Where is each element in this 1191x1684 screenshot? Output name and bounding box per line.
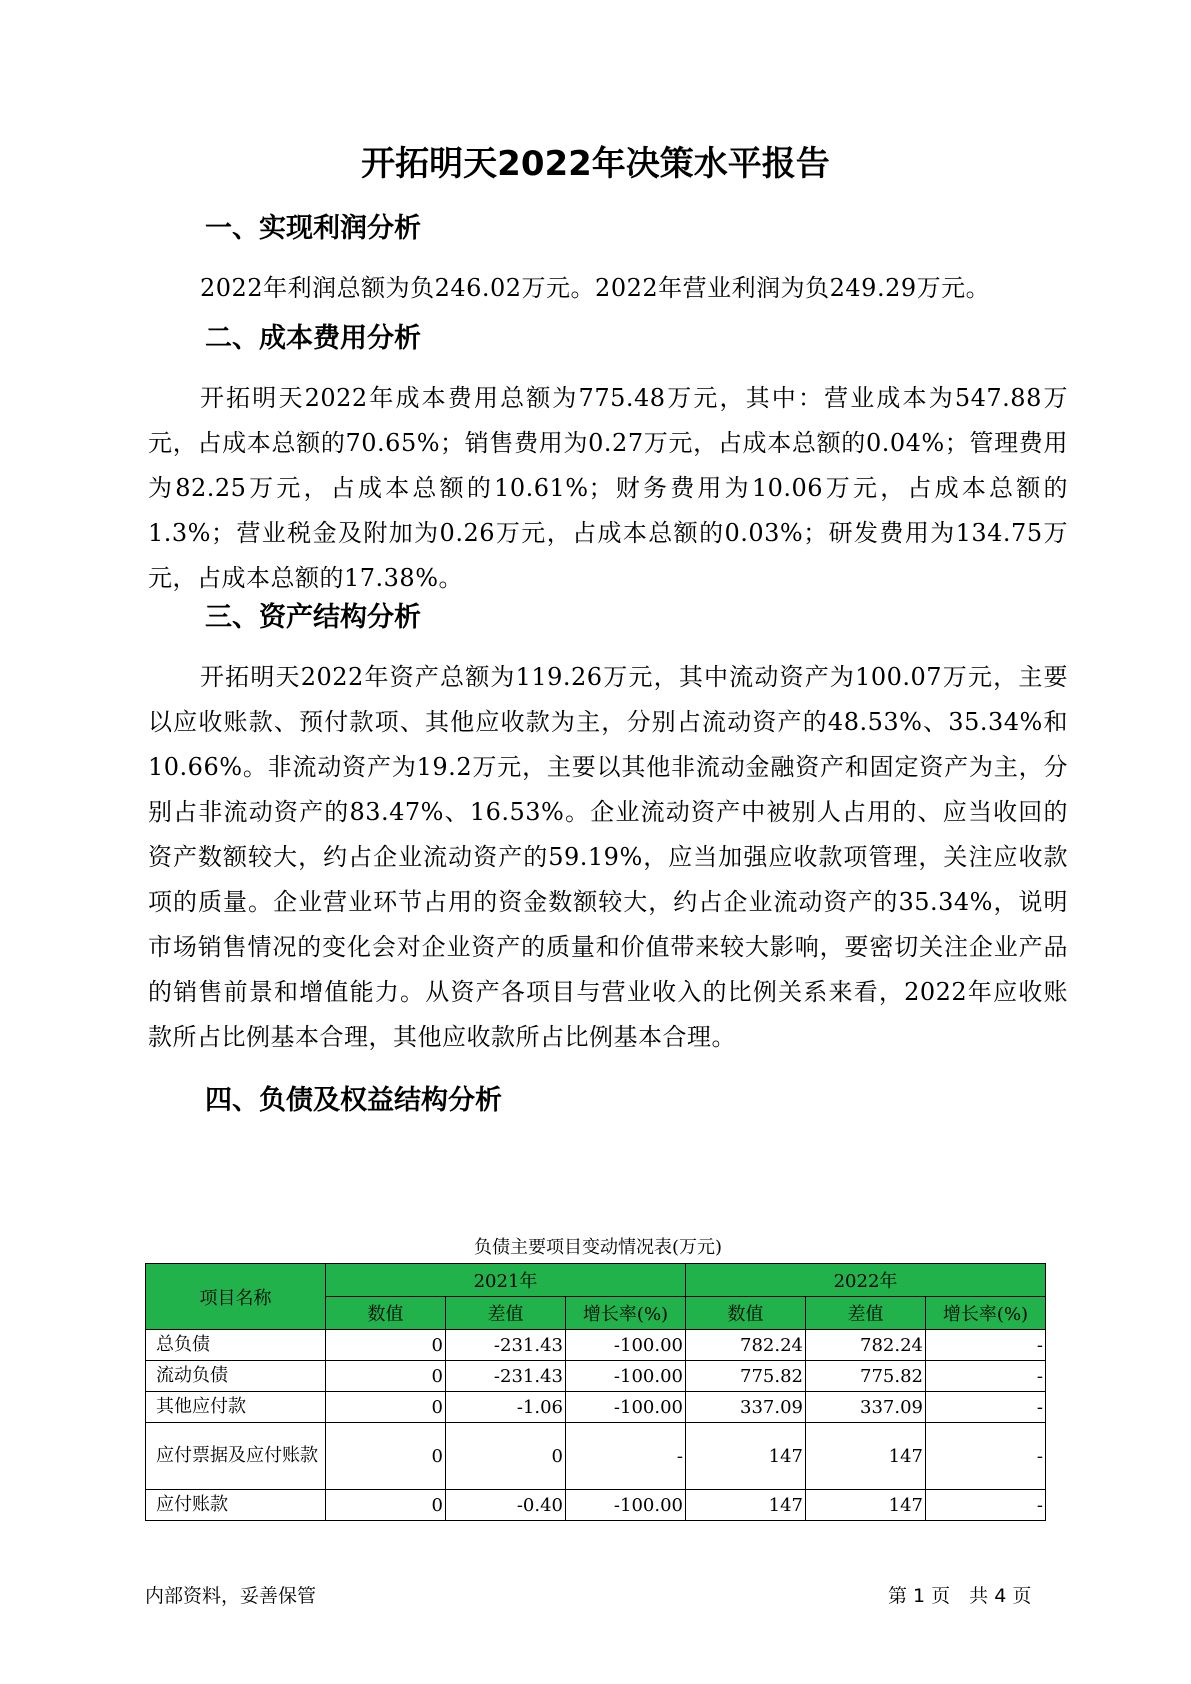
table-header-value: 数值 xyxy=(326,1297,446,1330)
table-header-diff: 差值 xyxy=(806,1297,926,1330)
cell-diff-2022: 782.24 xyxy=(806,1330,926,1361)
cell-growth-2021: -100.00 xyxy=(566,1361,686,1392)
cell-diff-2021: 0 xyxy=(446,1423,566,1490)
cell-growth-2022: - xyxy=(926,1330,1046,1361)
cell-growth-2021: -100.00 xyxy=(566,1392,686,1423)
cell-diff-2021: -231.43 xyxy=(446,1330,566,1361)
table-row xyxy=(146,1361,1046,1392)
cell-growth-2022: - xyxy=(926,1361,1046,1392)
cell-diff-2022: 337.09 xyxy=(806,1392,926,1423)
table-caption: 负债主要项目变动情况表(万元) xyxy=(473,1237,723,1258)
cell-value-2021: 0 xyxy=(326,1361,446,1392)
liabilities-table xyxy=(145,1263,1046,1521)
cell-diff-2021: -1.06 xyxy=(446,1392,566,1423)
cell-diff-2022: 147 xyxy=(806,1423,926,1490)
cell-value-2022: 782.24 xyxy=(686,1330,806,1361)
cell-diff-2021: -231.43 xyxy=(446,1361,566,1392)
footer-page-number: 第 1 页 共 4 页 xyxy=(888,1585,1032,1607)
table-row xyxy=(146,1330,1046,1361)
table-row xyxy=(146,1490,1046,1521)
document-title: 开拓明天2022年决策水平报告 xyxy=(361,144,830,184)
table-row xyxy=(146,1423,1046,1490)
table-header-growth: 增长率(%) xyxy=(926,1297,1046,1330)
cell-value-2021: 0 xyxy=(326,1490,446,1521)
row-label: 总负债 xyxy=(146,1330,326,1361)
section-heading-cost: 二、成本费用分析 xyxy=(205,323,421,354)
cell-growth-2021: -100.00 xyxy=(566,1330,686,1361)
section-paragraph-assets: 开拓明天2022年资产总额为119.26万元，其中流动资产为100.07万元，主要以应收账款、预付款项、其他应收款为主，分别占流动资产的48.53%、35.34%和10.66%。非流动资产为19.2万元，主要以其他非流动金融资产和固定资产为主，分别占非流动资产的83.47%、16.53%。企业流动资产中被别人占用的、应当收回的资产数额较大，约占企业流动资产的59.19%，应当加强应收款项管理，关注应收款项的质量。企业营业环节占用的资金数额较大，约占企业流动资产的35.34%，说明市场销售情况的变化会对企业资产的质量和价值带来较大影响，要密切关注企业产品的销售前景和增值能力。从资产各项目与营业收入的比例关系来看，2022年应收账款所占比例基本合理，其他应收款所占比例基本合理。 xyxy=(148,663,1068,1051)
table-header-growth: 增长率(%) xyxy=(566,1297,686,1330)
cell-value-2022: 337.09 xyxy=(686,1392,806,1423)
cell-growth-2021: -100.00 xyxy=(566,1490,686,1521)
table-header-diff: 差值 xyxy=(446,1297,566,1330)
cell-growth-2022: - xyxy=(926,1423,1046,1490)
table-header-year-2021: 2021年 xyxy=(326,1264,686,1297)
cell-diff-2022: 147 xyxy=(806,1490,926,1521)
cell-value-2022: 147 xyxy=(686,1490,806,1521)
section-paragraph-cost: 开拓明天2022年成本费用总额为775.48万元，其中：营业成本为547.88万元，占成本总额的70.65%；销售费用为0.27万元，占成本总额的0.04%；管理费用为82.25万元，占成本总额的10.61%；财务费用为10.06万元，占成本总额的1.3%；营业税金及附加为0.26万元，占成本总额的0.03%；研发费用为134.75万元，占成本总额的17.38%。 xyxy=(148,384,1068,592)
cell-growth-2021: - xyxy=(566,1423,686,1490)
cell-value-2021: 0 xyxy=(326,1392,446,1423)
footer-confidential-note: 内部资料，妥善保管 xyxy=(145,1585,317,1607)
cell-diff-2022: 775.82 xyxy=(806,1361,926,1392)
cell-value-2022: 147 xyxy=(686,1423,806,1490)
cell-growth-2022: - xyxy=(926,1490,1046,1521)
cell-value-2021: 0 xyxy=(326,1423,446,1490)
section-heading-liabilities: 四、负债及权益结构分析 xyxy=(205,1085,502,1116)
section-heading-profit: 一、实现利润分析 xyxy=(205,213,421,244)
row-label: 流动负债 xyxy=(146,1361,326,1392)
section-heading-assets: 三、资产结构分析 xyxy=(205,602,421,633)
row-label: 应付账款 xyxy=(146,1490,326,1521)
cell-growth-2022: - xyxy=(926,1392,1046,1423)
row-label: 其他应付款 xyxy=(146,1392,326,1423)
table-header-item: 项目名称 xyxy=(146,1264,326,1330)
table-row xyxy=(146,1392,1046,1423)
table-header-value: 数值 xyxy=(686,1297,806,1330)
section-paragraph-profit: 2022年利润总额为负246.02万元。2022年营业利润为负249.29万元。 xyxy=(200,274,991,302)
table-header-year-2022: 2022年 xyxy=(686,1264,1046,1297)
cell-value-2021: 0 xyxy=(326,1330,446,1361)
cell-value-2022: 775.82 xyxy=(686,1361,806,1392)
cell-diff-2021: -0.40 xyxy=(446,1490,566,1521)
row-label: 应付票据及应付账款 xyxy=(146,1423,326,1490)
